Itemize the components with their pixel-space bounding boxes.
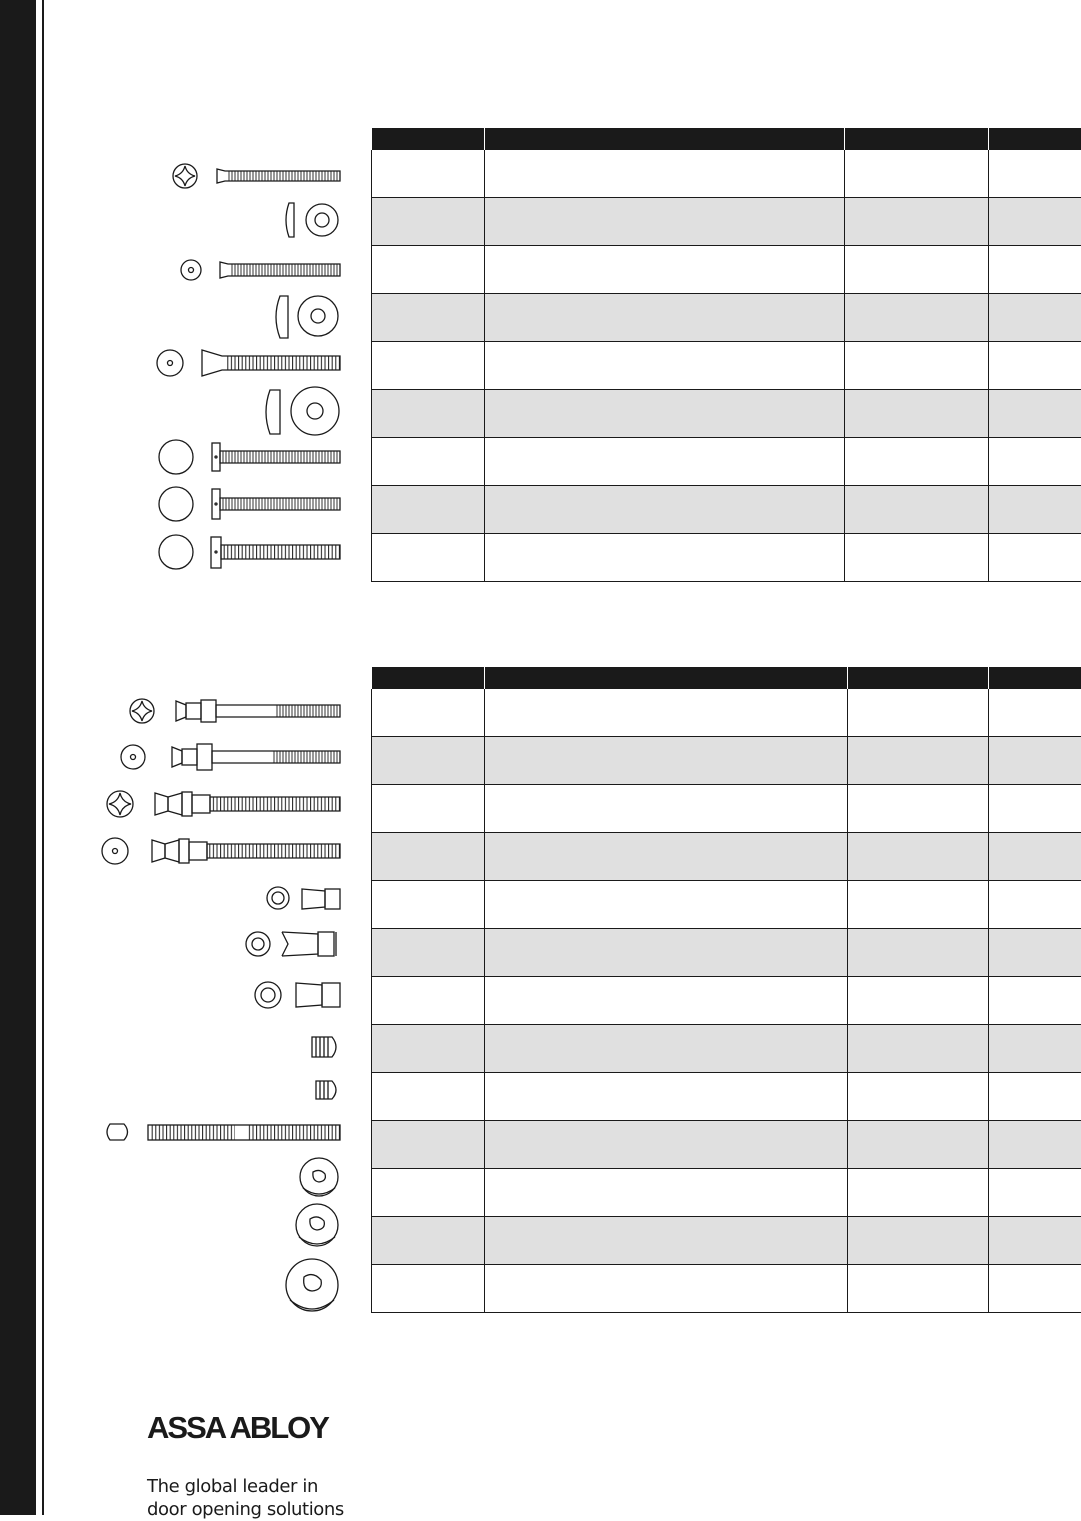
table-row [372, 534, 1081, 582]
table-cell [485, 1217, 848, 1265]
table-cell [989, 198, 1081, 246]
table-cell [989, 246, 1081, 294]
table-cell [848, 1025, 989, 1073]
table-cell [372, 689, 485, 737]
column-header [485, 667, 848, 689]
table-cell [848, 881, 989, 929]
table-cell [485, 198, 845, 246]
washer-icon [266, 387, 339, 435]
connector-screw-icon [102, 838, 340, 864]
connector-screw-icon [121, 744, 340, 770]
table-cell [989, 1073, 1081, 1121]
sleeve-icon [246, 932, 336, 956]
table-cell [485, 977, 848, 1025]
table-cell [485, 737, 848, 785]
bolt-icon [159, 440, 340, 474]
table-cell [848, 929, 989, 977]
table-cell [372, 390, 485, 438]
table-cell [372, 150, 485, 198]
table-cell [372, 833, 485, 881]
table-row [372, 198, 1081, 246]
table-cell [989, 1121, 1081, 1169]
table-cell [372, 1169, 485, 1217]
table-cell [848, 1217, 989, 1265]
sleeve-icon [255, 982, 340, 1008]
table-cell [989, 833, 1081, 881]
insert-icon [316, 1081, 336, 1099]
table-cell [989, 1169, 1081, 1217]
hardware-illustrations [0, 0, 370, 1340]
table-row [372, 246, 1081, 294]
table-row [372, 977, 1081, 1025]
table-cell [485, 881, 848, 929]
table-row [372, 486, 1081, 534]
table-row [372, 1169, 1081, 1217]
table-cell [485, 294, 845, 342]
table-cell [848, 737, 989, 785]
table-cell [485, 785, 848, 833]
table-cell [989, 1265, 1081, 1313]
threaded-rod-icon [107, 1124, 340, 1140]
sleeve-icon [267, 887, 340, 909]
table-cell [372, 1073, 485, 1121]
table-cell [848, 1169, 989, 1217]
table-cell [989, 1025, 1081, 1073]
table-cell [372, 929, 485, 977]
table-cell [372, 534, 485, 582]
table-cell [848, 785, 989, 833]
table-cell [372, 486, 485, 534]
table-row [372, 929, 1081, 977]
table-row [372, 438, 1081, 486]
tagline-line-2: door opening solutions [147, 1499, 344, 1520]
table-header-row [372, 667, 1081, 689]
table-cell [845, 150, 989, 198]
table-cell [845, 294, 989, 342]
cross-head-screw-icon [173, 164, 340, 188]
insert-icon [312, 1037, 336, 1057]
tagline-line-1: The global leader in [147, 1476, 318, 1497]
column-header [372, 128, 485, 150]
table-cell [485, 833, 848, 881]
table-row [372, 294, 1081, 342]
table-cell [372, 1265, 485, 1313]
table-cell [989, 534, 1081, 582]
washer-icon [286, 203, 338, 237]
table-row [372, 689, 1081, 737]
table-header-row [372, 128, 1081, 150]
table-cell [485, 486, 845, 534]
table-row [372, 390, 1081, 438]
table-cell [989, 977, 1081, 1025]
table-cell [372, 246, 485, 294]
table-row [372, 1073, 1081, 1121]
table-cell [485, 1073, 848, 1121]
table-cell [989, 881, 1081, 929]
table-cell [989, 929, 1081, 977]
table-row [372, 1025, 1081, 1073]
table-cell [989, 486, 1081, 534]
table-cell [485, 150, 845, 198]
parts-table-2 [371, 667, 1081, 1313]
table-cell [989, 785, 1081, 833]
table-cell [372, 737, 485, 785]
table-cell [372, 342, 485, 390]
rosette-icon [286, 1259, 338, 1311]
washer-icon [276, 296, 338, 338]
assa-abloy-logo: ASSA ABLOY [147, 1410, 328, 1445]
table-cell [372, 198, 485, 246]
table-row [372, 342, 1081, 390]
column-header [989, 128, 1081, 150]
rosette-icon [296, 1204, 338, 1246]
table-cell [372, 438, 485, 486]
table-cell [485, 1121, 848, 1169]
connector-screw-icon [130, 699, 340, 723]
table-cell [485, 1025, 848, 1073]
table-cell [485, 929, 848, 977]
table-cell [485, 689, 848, 737]
table-row [372, 1265, 1081, 1313]
table-row [372, 1121, 1081, 1169]
table-cell [845, 390, 989, 438]
table-cell [989, 438, 1081, 486]
table-row [372, 737, 1081, 785]
table-cell [989, 689, 1081, 737]
brand-tagline [147, 1475, 344, 1521]
column-header [372, 667, 485, 689]
table-cell [372, 977, 485, 1025]
table-cell [485, 246, 845, 294]
table-cell [845, 342, 989, 390]
table-row [372, 150, 1081, 198]
screw-icon [181, 260, 340, 280]
table-cell [372, 785, 485, 833]
table-row [372, 785, 1081, 833]
table-cell [372, 1217, 485, 1265]
table-cell [989, 342, 1081, 390]
table-cell [485, 534, 845, 582]
table-cell [485, 342, 845, 390]
table-cell [372, 1121, 485, 1169]
table-row [372, 1217, 1081, 1265]
table-cell [372, 1025, 485, 1073]
table-cell [848, 833, 989, 881]
table-row [372, 881, 1081, 929]
table-cell [989, 737, 1081, 785]
table-cell [485, 1265, 848, 1313]
table-cell [845, 534, 989, 582]
table-cell [845, 438, 989, 486]
table-cell [848, 977, 989, 1025]
table-cell [845, 198, 989, 246]
column-header [989, 667, 1081, 689]
column-header [848, 667, 989, 689]
table-cell [372, 294, 485, 342]
table-cell [485, 1169, 848, 1217]
table-cell [485, 390, 845, 438]
table-cell [845, 246, 989, 294]
table-cell [989, 390, 1081, 438]
table-cell [845, 486, 989, 534]
parts-table-1 [371, 128, 1081, 582]
bolt-icon [159, 487, 340, 521]
rosette-icon [300, 1158, 338, 1196]
table-cell [989, 294, 1081, 342]
table-cell [989, 150, 1081, 198]
column-header [485, 128, 845, 150]
table-row [372, 833, 1081, 881]
table-cell [848, 689, 989, 737]
table-cell [848, 1073, 989, 1121]
connector-screw-icon [107, 791, 340, 817]
screw-icon [157, 350, 340, 376]
column-header [845, 128, 989, 150]
table-cell [989, 1217, 1081, 1265]
table-cell [848, 1265, 989, 1313]
table-cell [848, 1121, 989, 1169]
bolt-icon [159, 535, 340, 569]
table-cell [485, 438, 845, 486]
table-cell [372, 881, 485, 929]
